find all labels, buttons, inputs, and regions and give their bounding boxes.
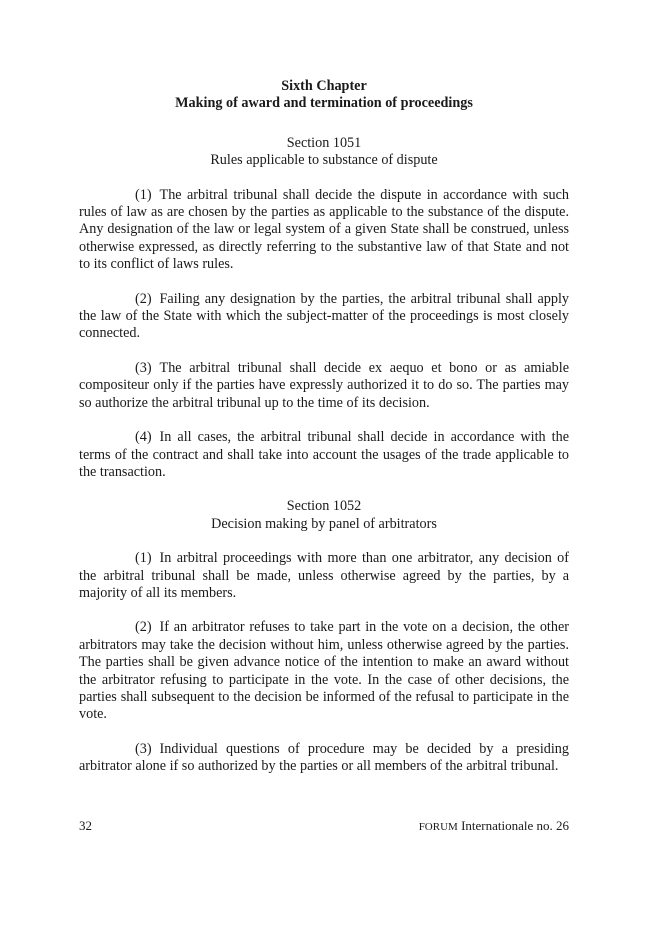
section-title: Rules applicable to substance of dispute (210, 152, 438, 169)
section-number: Section 1052 (286, 498, 362, 515)
paragraph-list (79, 550, 569, 775)
paragraph-text: If an arbitrator refuses to take part in the vote on a decision, the other arbitrators may take the decision without him, unless otherwise agreed by the parties. The parties shall be given advance notice of the intention to make an award without the arbitrator refusing to participate in the vote. In the case of other decisions, the parties shall subsequent to the decision be informed of the refusal to participate in the vote. (79, 619, 569, 723)
paragraph (79, 741, 569, 776)
paragraph-text: In all cases, the arbitral tribunal shall decide in accordance with the terms of the contract and shall take into account the usages of the trade applicable to the transaction. (79, 429, 569, 480)
paragraph (79, 619, 569, 723)
paragraph (79, 360, 569, 412)
paragraph (79, 429, 569, 481)
paragraph-list (79, 187, 569, 482)
section-1052 (79, 498, 569, 775)
paragraph-number: (1) (135, 550, 152, 567)
journal-name-rest: Internationale no. 26 (461, 818, 569, 833)
page-number: 32 (79, 818, 92, 833)
journal-reference (419, 818, 569, 835)
chapter-title: Sixth Chapter (281, 78, 367, 94)
page-body (79, 78, 569, 776)
paragraph-text: Individual questions of procedure may be decided by a presiding arbitrator alone if so authorized by the parties or all members of the arbitral tribunal. (79, 740, 569, 775)
paragraph-number: (2) (135, 290, 152, 307)
chapter-subtitle: Making of award and termination of proceedings (175, 95, 473, 112)
section-number: Section 1051 (286, 134, 362, 151)
paragraph-number: (3) (135, 740, 152, 757)
paragraph-text: In arbitral proceedings with more than one arbitrator, any decision of the arbitral tribunal shall be made, unless otherwise agreed by the parties, by a majority of all its members. (79, 550, 569, 601)
paragraph-text: The arbitral tribunal shall decide the dispute in accordance with such rules of law as are chosen by the parties as applicable to the substance of the dispute. Any designation of the law or legal system of a given State shall be construed, unless otherwise expressed, as directly referring to the substantive law of that State and not to its conflict of laws rules. (79, 186, 569, 273)
paragraph-text: Failing any designation by the parties, the arbitral tribunal shall apply the law of the State with which the subject-matter of the proceedings is most closely connected. (79, 290, 569, 342)
paragraph-number: (1) (135, 186, 152, 203)
paragraph (79, 550, 569, 602)
paragraph-number: (4) (135, 429, 152, 446)
section-1051 (79, 135, 569, 482)
paragraph (79, 291, 569, 343)
paragraph-number: (2) (135, 619, 152, 636)
paragraph-text: The arbitral tribunal shall decide ex aequo et bono or as amiable compositeur only if the parties have expressly authorized it to do so. The parties may so authorize the arbitral tribunal up to the time of its decision. (79, 359, 569, 411)
section-title: Decision making by panel of arbitrators (211, 515, 437, 532)
paragraph (79, 187, 569, 274)
journal-name-caps: FORUM (418, 821, 458, 833)
paragraph-number: (3) (135, 359, 152, 376)
